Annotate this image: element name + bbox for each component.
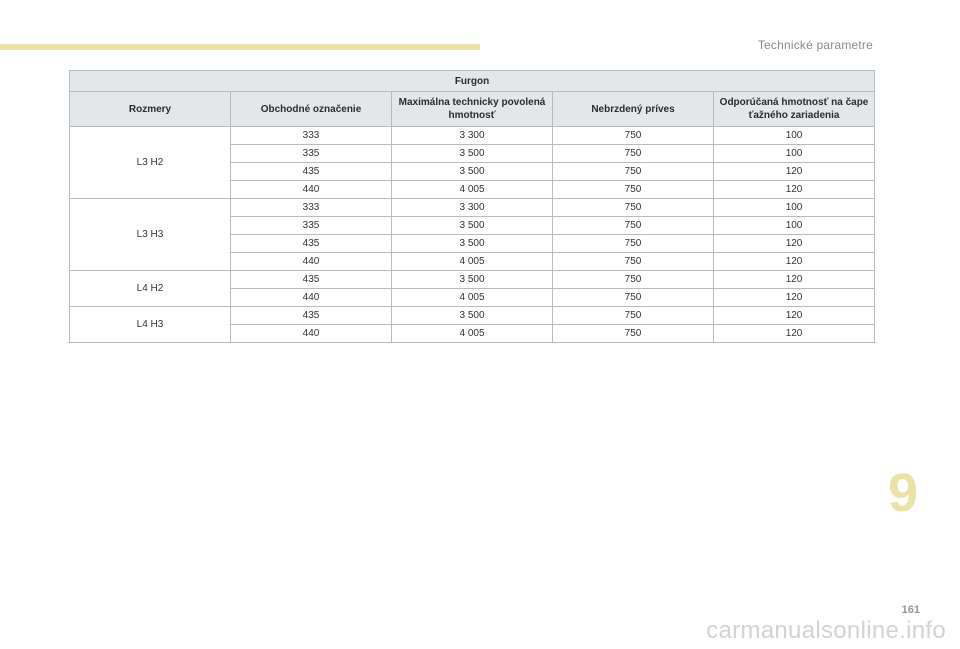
table-row bbox=[70, 307, 875, 325]
table-cell: 750 bbox=[553, 217, 714, 235]
table-body bbox=[70, 127, 875, 343]
table-cell: 3 300 bbox=[392, 127, 553, 145]
column-header: Nebrzdený príves bbox=[553, 92, 714, 127]
table-cell: 120 bbox=[714, 253, 875, 271]
column-header: Rozmery bbox=[70, 92, 231, 127]
table-header-row bbox=[70, 92, 875, 127]
page-number: 161 bbox=[901, 604, 920, 616]
table-cell: 120 bbox=[714, 163, 875, 181]
column-header: Obchodné označenie bbox=[231, 92, 392, 127]
top-accent-bar bbox=[0, 44, 480, 50]
column-header: Odporúčaná hmotnosť na čape ťažného zariadenia bbox=[714, 92, 875, 127]
table-cell: 440 bbox=[231, 289, 392, 307]
table-cell: 750 bbox=[553, 325, 714, 343]
table-cell: 120 bbox=[714, 289, 875, 307]
table-cell: 333 bbox=[231, 127, 392, 145]
table-cell: 120 bbox=[714, 181, 875, 199]
table-cell: 750 bbox=[553, 235, 714, 253]
table-cell: 120 bbox=[714, 235, 875, 253]
weights-table bbox=[69, 70, 875, 343]
table-cell: 435 bbox=[231, 163, 392, 181]
table-cell: 440 bbox=[231, 253, 392, 271]
watermark-text: carmanualsonline.info bbox=[706, 617, 946, 644]
table-cell: 440 bbox=[231, 181, 392, 199]
table-cell: 120 bbox=[714, 307, 875, 325]
column-header: Maximálna technicky povolená hmotnosť bbox=[392, 92, 553, 127]
section-title: Technické parametre bbox=[757, 38, 873, 52]
table-cell: 100 bbox=[714, 127, 875, 145]
table-cell: 100 bbox=[714, 199, 875, 217]
dimension-cell: L3 H2 bbox=[70, 127, 231, 199]
table-cell: 435 bbox=[231, 235, 392, 253]
table-cell: 3 500 bbox=[392, 307, 553, 325]
table-cell: 3 500 bbox=[392, 163, 553, 181]
table-cell: 750 bbox=[553, 181, 714, 199]
dimension-cell: L3 H3 bbox=[70, 199, 231, 271]
table-cell: 100 bbox=[714, 145, 875, 163]
table-title: Furgon bbox=[70, 71, 875, 92]
table-row bbox=[70, 271, 875, 289]
table-cell: 4 005 bbox=[392, 181, 553, 199]
table-cell: 335 bbox=[231, 145, 392, 163]
table-cell: 750 bbox=[553, 271, 714, 289]
table-cell: 3 300 bbox=[392, 199, 553, 217]
table-cell: 750 bbox=[553, 127, 714, 145]
table-cell: 750 bbox=[553, 253, 714, 271]
table-row bbox=[70, 199, 875, 217]
table-cell: 4 005 bbox=[392, 253, 553, 271]
table-row bbox=[70, 127, 875, 145]
table-cell: 750 bbox=[553, 289, 714, 307]
table-cell: 4 005 bbox=[392, 289, 553, 307]
table-cell: 750 bbox=[553, 163, 714, 181]
table-cell: 335 bbox=[231, 217, 392, 235]
table-cell: 440 bbox=[231, 325, 392, 343]
table-cell: 120 bbox=[714, 271, 875, 289]
table-cell: 120 bbox=[714, 325, 875, 343]
table-cell: 3 500 bbox=[392, 145, 553, 163]
dimension-cell: L4 H2 bbox=[70, 271, 231, 307]
dimension-cell: L4 H3 bbox=[70, 307, 231, 343]
table-cell: 4 005 bbox=[392, 325, 553, 343]
table-cell: 3 500 bbox=[392, 217, 553, 235]
table-cell: 435 bbox=[231, 271, 392, 289]
table-cell: 3 500 bbox=[392, 271, 553, 289]
table-cell: 750 bbox=[553, 145, 714, 163]
table-cell: 435 bbox=[231, 307, 392, 325]
table-cell: 750 bbox=[553, 307, 714, 325]
table-cell: 750 bbox=[553, 199, 714, 217]
table-cell: 100 bbox=[714, 217, 875, 235]
table-cell: 333 bbox=[231, 199, 392, 217]
chapter-number: 9 bbox=[888, 463, 919, 523]
table-cell: 3 500 bbox=[392, 235, 553, 253]
